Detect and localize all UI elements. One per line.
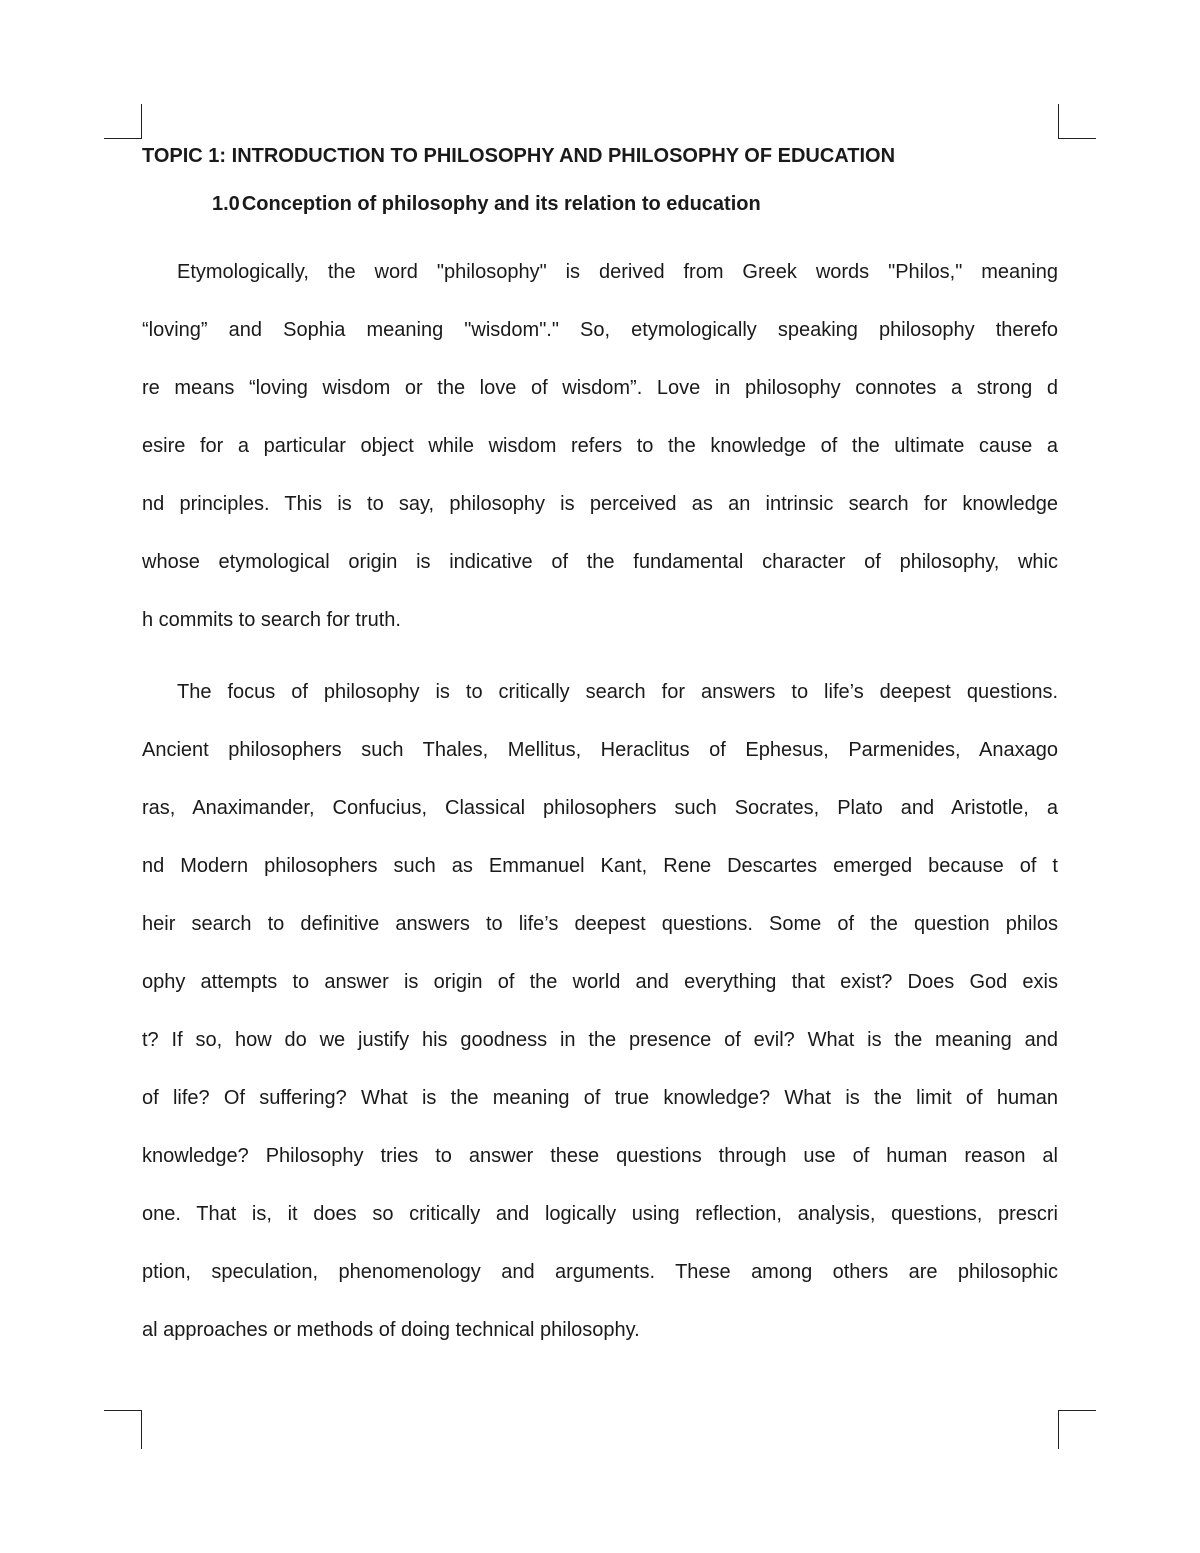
text-line: esire for a particular object while wisdom refers to the knowledge of the ultimate cause a — [142, 435, 1058, 457]
section-number: 1.0 — [212, 193, 240, 215]
text-line: Etymologically, the word "philosophy" is derived from Greek words "Philos," meaning — [177, 261, 1058, 283]
paragraph-etymology — [142, 243, 1058, 649]
text-line: t? If so, how do we justify his goodness in the presence of evil? What is the meaning and — [142, 1029, 1058, 1051]
text-line: nd Modern philosophers such as Emmanuel Kant, Rene Descartes emerged because of t — [142, 855, 1058, 877]
text-line: re means “loving wisdom or the love of wisdom”. Love in philosophy connotes a strong d — [142, 377, 1058, 399]
text-line: whose etymological origin is indicative of the fundamental character of philosophy, whic — [142, 551, 1058, 573]
text-line: one. That is, it does so critically and logically using reflection, analysis, questions, prescri — [142, 1203, 1058, 1225]
text-line: ption, speculation, phenomenology and arguments. These among others are philosophic — [142, 1261, 1058, 1283]
crop-mark-bottom-right — [1058, 1410, 1096, 1449]
text-line: The focus of philosophy is to critically search for answers to life’s deepest questions. — [177, 681, 1058, 703]
paragraph-focus — [142, 663, 1058, 1359]
crop-mark-top-left — [104, 104, 142, 139]
document-body — [142, 142, 1058, 1359]
text-line: ras, Anaximander, Confucius, Classical philosophers such Socrates, Plato and Aristotle, a — [142, 797, 1058, 819]
text-line: nd principles. This is to say, philosophy is perceived as an intrinsic search for knowledge — [142, 493, 1058, 515]
section-heading — [212, 190, 1058, 218]
text-line: Ancient philosophers such Thales, Mellitus, Heraclitus of Ephesus, Parmenides, Anaxago — [142, 739, 1058, 761]
text-line: ophy attempts to answer is origin of the world and everything that exist? Does God exis — [142, 971, 1058, 993]
text-line: heir search to definitive answers to life’s deepest questions. Some of the question philos — [142, 913, 1058, 935]
crop-mark-bottom-left — [104, 1410, 142, 1449]
text-line: h commits to search for truth. — [142, 609, 401, 631]
topic-title: TOPIC 1: INTRODUCTION TO PHILOSOPHY AND PHILOSOPHY OF EDUCATION — [142, 145, 896, 167]
text-line: al approaches or methods of doing technical philosophy. — [142, 1319, 640, 1341]
text-line: “loving” and Sophia meaning "wisdom"." So, etymologically speaking philosophy therefo — [142, 319, 1058, 341]
text-line: of life? Of suffering? What is the meaning of true knowledge? What is the limit of human — [142, 1087, 1058, 1109]
text-line: knowledge? Philosophy tries to answer these questions through use of human reason al — [142, 1145, 1058, 1167]
crop-mark-top-right — [1058, 104, 1096, 139]
section-title: Conception of philosophy and its relation to education — [241, 193, 761, 215]
